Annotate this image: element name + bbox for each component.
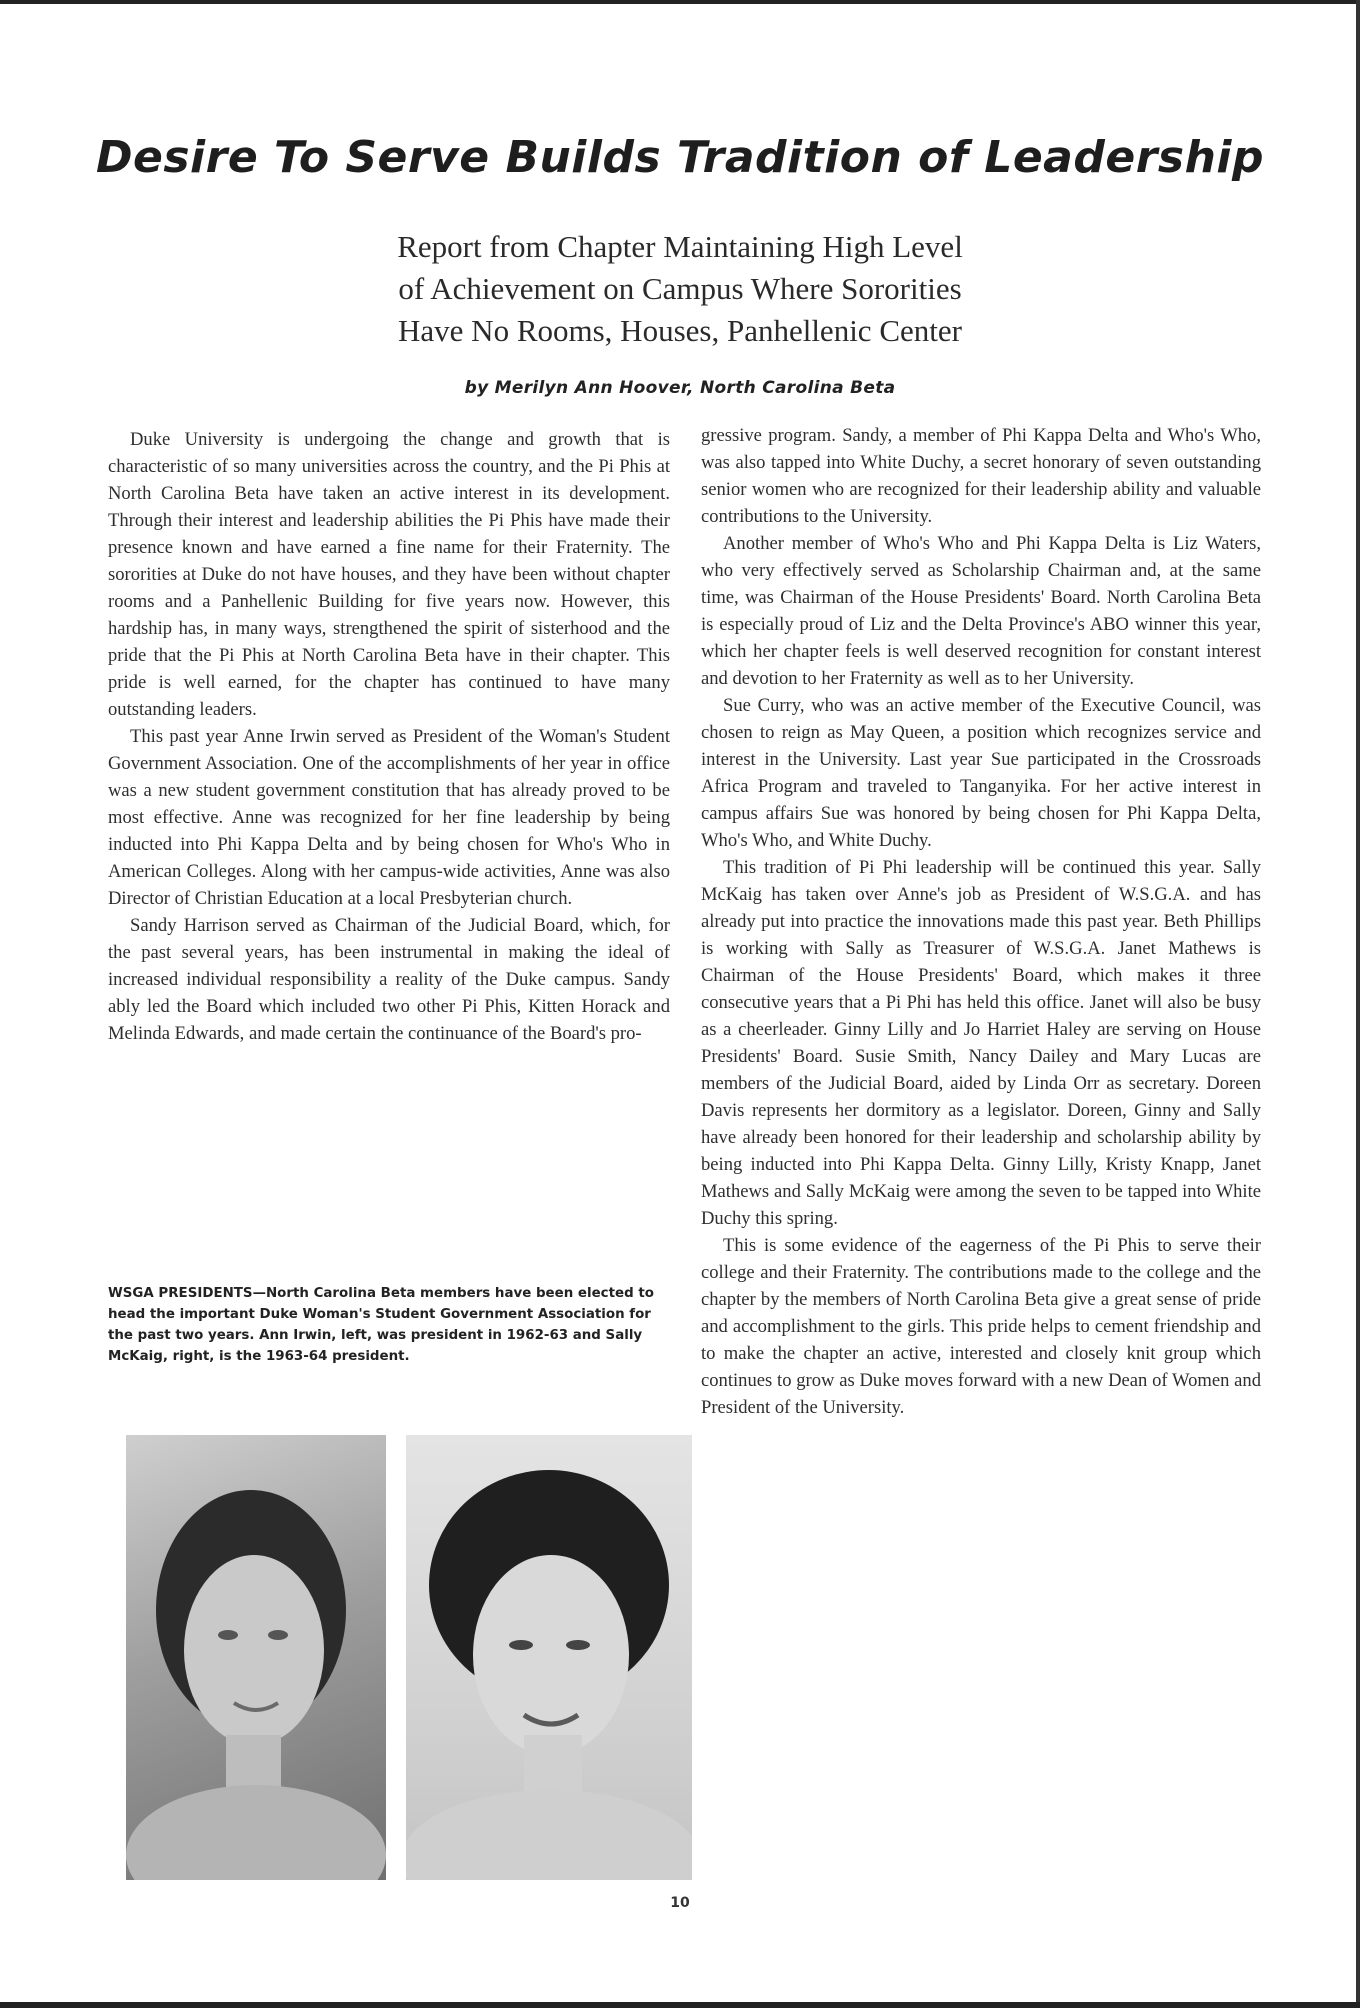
right-column [701,422,1261,1421]
page-number: 10 [670,1895,690,1911]
paragraph: Sandy Harrison served as Chairman of the Judicial Board, which, for the past several years, has been instrumental in making the ideal of increased individual responsibility a reality of the Duke campus. Sandy ably led the Board which included two other Pi Phis, Kitten Horack and Melinda Edwards, and made certain the continuance of the Board's pro- [108,915,670,1044]
left-column [108,426,670,1047]
subtitle-line: of Achievement on Campus Where Sororities [398,271,962,306]
subtitle-line: Have No Rooms, Houses, Panhellenic Center [398,313,962,348]
paragraph: Duke University is undergoing the change and growth that is characteristic of so many universities across the country, and the Pi Phis at North Carolina Beta have taken an active interest in its development. Through their interest and leadership abilities the Pi Phis have made their presence known and have earned a fine name for their Fraternity. The sororities at Duke do not have houses, and they have been without chapter rooms and a Panhellenic Building for five years now. However, this hardship has, in many ways, strengthened the spirit of sisterhood and the pride that the Pi Phis at North Carolina Beta have in their chapter. This pride is well earned, for the chapter has continued to have many outstanding leaders. [108,429,670,720]
photo-caption: WSGA PRESIDENTS—North Carolina Beta members have been elected to head the important Duke Woman's Student Government Association for the past two years. Ann Irwin, left, was president in 1962-63 and Sally McKaig, right, is the 1963-64 president. [108,1286,654,1364]
byline: by Merilyn Ann Hoover, North Carolina Beta [464,378,896,398]
subtitle-line: Report from Chapter Maintaining High Level [397,229,963,264]
article-title: Desire To Serve Builds Tradition of Leadership [95,132,1264,183]
paragraph: Another member of Who's Who and Phi Kappa Delta is Liz Waters, who very effectively served as Scholarship Chairman and, at the same time, was Chairman of the House Presidents' Board. North Carolina Beta is especially proud of Liz and the Delta Province's ABO winner this year, which her chapter feels is well deserved recognition for constant interest and devotion to her Fraternity as well as to her University. [701,533,1261,689]
paragraph: This past year Anne Irwin served as President of the Woman's Student Government Association. One of the accomplishments of her year in office was a new student government constitution that has already proved to be most effective. Anne was recognized for her fine leadership by being inducted into Phi Kappa Delta and by being chosen for Who's Who in American Colleges. Along with her campus-wide activities, Anne was also Director of Christian Education at a local Presbyterian church. [108,726,670,909]
portrait-left-image [126,1435,386,1880]
top-border [0,0,1360,4]
paragraph: Sue Curry, who was an active member of the Executive Council, was chosen to reign as May Queen, a position which recognizes service and interest in the University. Last year Sue participated in the Crossroads Africa Program and traveled to Tanganyika. For her active interest in campus affairs Sue was honored by being chosen for Phi Kappa Delta, Who's Who, and White Duchy. [701,695,1261,851]
paragraph: gressive program. Sandy, a member of Phi Kappa Delta and Who's Who, was also tapped into White Duchy, a secret honorary of seven outstanding senior women who are recognized for their leadership ability and valuable contributions to the University. [701,425,1261,527]
portrait-photo-left [126,1435,386,1880]
portrait-photo-right [406,1435,692,1880]
article-subtitle [0,226,1360,352]
portrait-right-image [406,1435,692,1880]
bottom-border [0,2002,1360,2008]
paragraph: This tradition of Pi Phi leadership will be continued this year. Sally McKaig has taken over Anne's job as President of W.S.G.A. and has already put into practice the innovations made this past year. Beth Phillips is working with Sally as Treasurer of W.S.G.A. Janet Mathews is Chairman of the House Presidents' Board, which makes it three consecutive years that a Pi Phi has held this office. Janet will also be busy as a cheerleader. Ginny Lilly and Jo Harriet Haley are serving on House Presidents' Board. Susie Smith, Nancy Dailey and Mary Lucas are members of the Judicial Board, aided by Linda Orr as secretary. Doreen Davis represents her dormitory as a legislator. Doreen, Ginny and Sally have already been honored for their leadership and scholarship ability by being inducted into Phi Kappa Delta. Ginny Lilly, Kristy Knapp, Janet Mathews and Sally McKaig were among the seven to be tapped into White Duchy this spring. [701,857,1261,1229]
paragraph: This is some evidence of the eagerness of the Pi Phis to serve their college and their Fraternity. The contributions made to the college and the chapter by the members of North Carolina Beta give a great sense of pride and accomplishment to the girls. This pride helps to cement friendship and to make the chapter an active, interested and closely knit group which continues to grow as Duke moves forward with a new Dean of Women and President of the University. [701,1235,1261,1418]
